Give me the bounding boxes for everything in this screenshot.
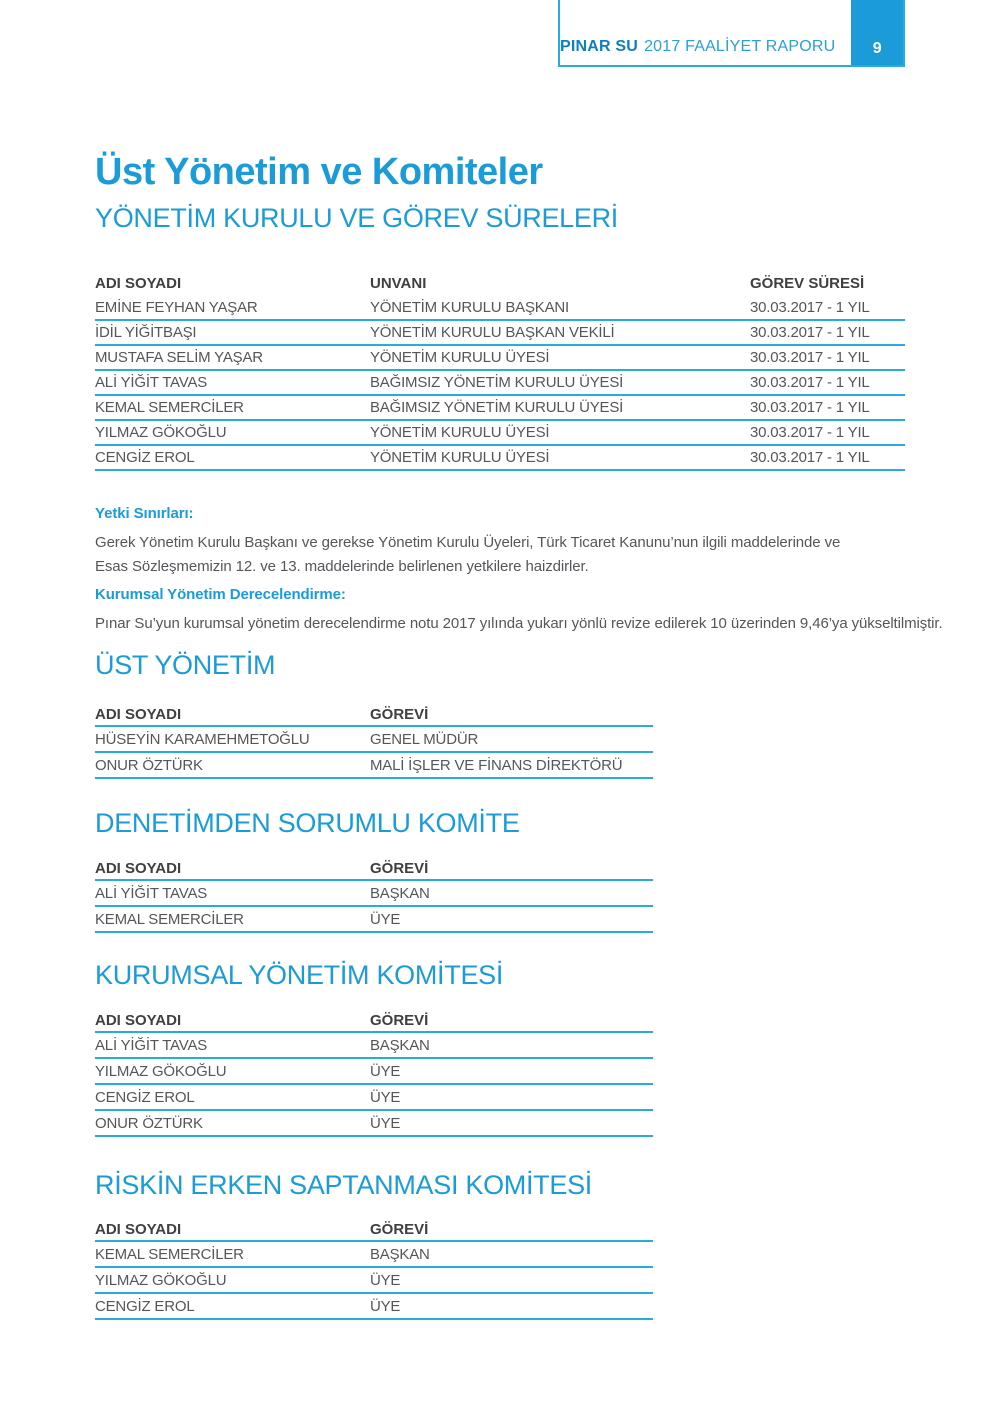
cell-name: KEMAL SEMERCİLER: [95, 1245, 244, 1263]
page-title: Üst Yönetim ve Komiteler: [95, 151, 543, 193]
cell-name: ALİ YİĞİT TAVAS: [95, 1036, 208, 1054]
cell-name: KEMAL SEMERCİLER: [95, 399, 244, 416]
cell-name: ONUR ÖZTÜRK: [95, 756, 203, 774]
table-row: [95, 1033, 653, 1059]
cell-title: YÖNETİM KURULU ÜYESİ: [370, 349, 550, 366]
column-header-role: GÖREVİ: [370, 1011, 429, 1029]
board-table-header-row: [95, 270, 905, 296]
title-block: [95, 152, 618, 234]
risk-komite-table: [95, 1218, 653, 1320]
governance-rating-body: Pınar Su’yun kurumsal yönetim derecelendirme notu 2017 yılında yukarı yönlü revize edilerek 10 üzerinden 9,46’ya yükseltilmiştir.: [95, 615, 943, 632]
cell-name: HÜSEYİN KARAMEHMETOĞLU: [95, 730, 310, 748]
cell-term: 30.03.2017 - 1 YIL: [750, 324, 870, 341]
cell-title: YÖNETİM KURULU ÜYESİ: [370, 424, 550, 441]
cell-term: 30.03.2017 - 1 YIL: [750, 424, 870, 441]
cell-title: BAĞIMSIZ YÖNETİM KURULU ÜYESİ: [370, 374, 624, 391]
cell-name: YILMAZ GÖKOĞLU: [95, 424, 227, 441]
cell-name: ALİ YİĞİT TAVAS: [95, 374, 208, 391]
cell-name: MUSTAFA SELİM YAŞAR: [95, 349, 263, 366]
table-row: [95, 446, 905, 471]
cell-role: ÜYE: [370, 1297, 401, 1315]
table-row: [95, 1059, 653, 1085]
table-row: [95, 727, 653, 753]
section-title-ust-yonetim: ÜST YÖNETİM: [95, 650, 276, 680]
report-name: 2017 FAALİYET RAPORU: [644, 38, 836, 55]
table-header-row: [95, 703, 653, 727]
table-row: [95, 396, 905, 421]
cell-title: YÖNETİM KURULU ÜYESİ: [370, 449, 550, 466]
page-number-badge: [851, 0, 903, 65]
cell-name: YILMAZ GÖKOĞLU: [95, 1271, 227, 1289]
page-number: 9: [872, 40, 882, 57]
kurumsal-komite-table: [95, 1009, 653, 1137]
table-row: [95, 371, 905, 396]
table-row: [95, 346, 905, 371]
cell-title: YÖNETİM KURULU BAŞKANI: [370, 299, 569, 316]
cell-role: ÜYE: [370, 1271, 401, 1289]
board-table: [95, 270, 905, 471]
table-row: [95, 321, 905, 346]
column-header-title: UNVANI: [370, 274, 427, 292]
brand-name: PINAR SU: [560, 38, 639, 55]
cell-title: YÖNETİM KURULU BAŞKAN VEKİLİ: [370, 324, 615, 341]
section-title-kurumsal-komite: KURUMSAL YÖNETİM KOMİTESİ: [95, 960, 504, 990]
table-header-row: [95, 1009, 653, 1033]
column-header-name: ADI SOYADI: [95, 274, 182, 292]
cell-term: 30.03.2017 - 1 YIL: [750, 299, 870, 316]
cell-name: KEMAL SEMERCİLER: [95, 910, 244, 928]
governance-rating-section: [95, 586, 943, 636]
table-row: [95, 296, 905, 321]
cell-role: ÜYE: [370, 1062, 401, 1080]
table-row: [95, 881, 653, 907]
denetim-komite-table: [95, 857, 653, 933]
table-row: [95, 1242, 653, 1268]
column-header-name: ADI SOYADI: [95, 859, 182, 877]
column-header-name: ADI SOYADI: [95, 1011, 182, 1029]
cell-name: ALİ YİĞİT TAVAS: [95, 884, 208, 902]
table-row: [95, 1085, 653, 1111]
cell-role: GENEL MÜDÜR: [370, 730, 479, 748]
section-title-risk-komite: RİSKİN ERKEN SAPTANMASI KOMİTESİ: [95, 1170, 592, 1200]
cell-term: 30.03.2017 - 1 YIL: [750, 449, 870, 466]
cell-role: ÜYE: [370, 1114, 401, 1132]
page-header: [558, 0, 905, 67]
table-row: [95, 421, 905, 446]
cell-role: MALİ İŞLER VE FİNANS DİREKTÖRÜ: [370, 756, 623, 774]
column-header-name: ADI SOYADI: [95, 705, 182, 723]
table-row: [95, 1111, 653, 1137]
cell-name: CENGİZ EROL: [95, 1088, 195, 1106]
page-subtitle: YÖNETİM KURULU VE GÖREV SÜRELERİ: [95, 202, 619, 233]
column-header-role: GÖREVİ: [370, 859, 429, 877]
cell-role: ÜYE: [370, 910, 401, 928]
table-row: [95, 753, 653, 779]
report-title: [560, 0, 851, 65]
authority-limits-line1: Gerek Yönetim Kurulu Başkanı ve gerekse Yönetim Kurulu Üyeleri, Türk Ticaret Kanunu’nun ilgili maddelerinde ve: [95, 534, 841, 551]
column-header-term: GÖREV SÜRESİ: [750, 274, 865, 292]
cell-term: 30.03.2017 - 1 YIL: [750, 349, 870, 366]
cell-name: CENGİZ EROL: [95, 449, 195, 466]
cell-name: CENGİZ EROL: [95, 1297, 195, 1315]
cell-role: BAŞKAN: [370, 1245, 430, 1263]
table-row: [95, 907, 653, 933]
column-header-role: GÖREVİ: [370, 1220, 429, 1238]
cell-name: ONUR ÖZTÜRK: [95, 1114, 203, 1132]
cell-role: BAŞKAN: [370, 884, 430, 902]
cell-name: İDİL YİĞİTBAŞI: [95, 324, 197, 341]
table-row: [95, 1268, 653, 1294]
cell-name: EMİNE FEYHAN YAŞAR: [95, 299, 258, 316]
authority-limits-heading: Yetki Sınırları:: [95, 505, 194, 522]
authority-limits-line2: Esas Sözleşmemizin 12. ve 13. maddelerinde belirlenen yetkilere haizdirler.: [95, 558, 589, 575]
cell-name: YILMAZ GÖKOĞLU: [95, 1062, 227, 1080]
column-header-name: ADI SOYADI: [95, 1220, 182, 1238]
cell-term: 30.03.2017 - 1 YIL: [750, 374, 870, 391]
ust-yonetim-table: [95, 703, 653, 779]
cell-role: ÜYE: [370, 1088, 401, 1106]
section-title-denetim-komite: DENETİMDEN SORUMLU KOMİTE: [95, 808, 520, 838]
cell-term: 30.03.2017 - 1 YIL: [750, 399, 870, 416]
table-header-row: [95, 857, 653, 881]
table-row: [95, 1294, 653, 1320]
table-header-row: [95, 1218, 653, 1242]
column-header-role: GÖREVİ: [370, 705, 429, 723]
cell-role: BAŞKAN: [370, 1036, 430, 1054]
authority-limits-section: [95, 505, 840, 579]
cell-title: BAĞIMSIZ YÖNETİM KURULU ÜYESİ: [370, 399, 624, 416]
governance-rating-heading: Kurumsal Yönetim Derecelendirme:: [95, 586, 346, 603]
